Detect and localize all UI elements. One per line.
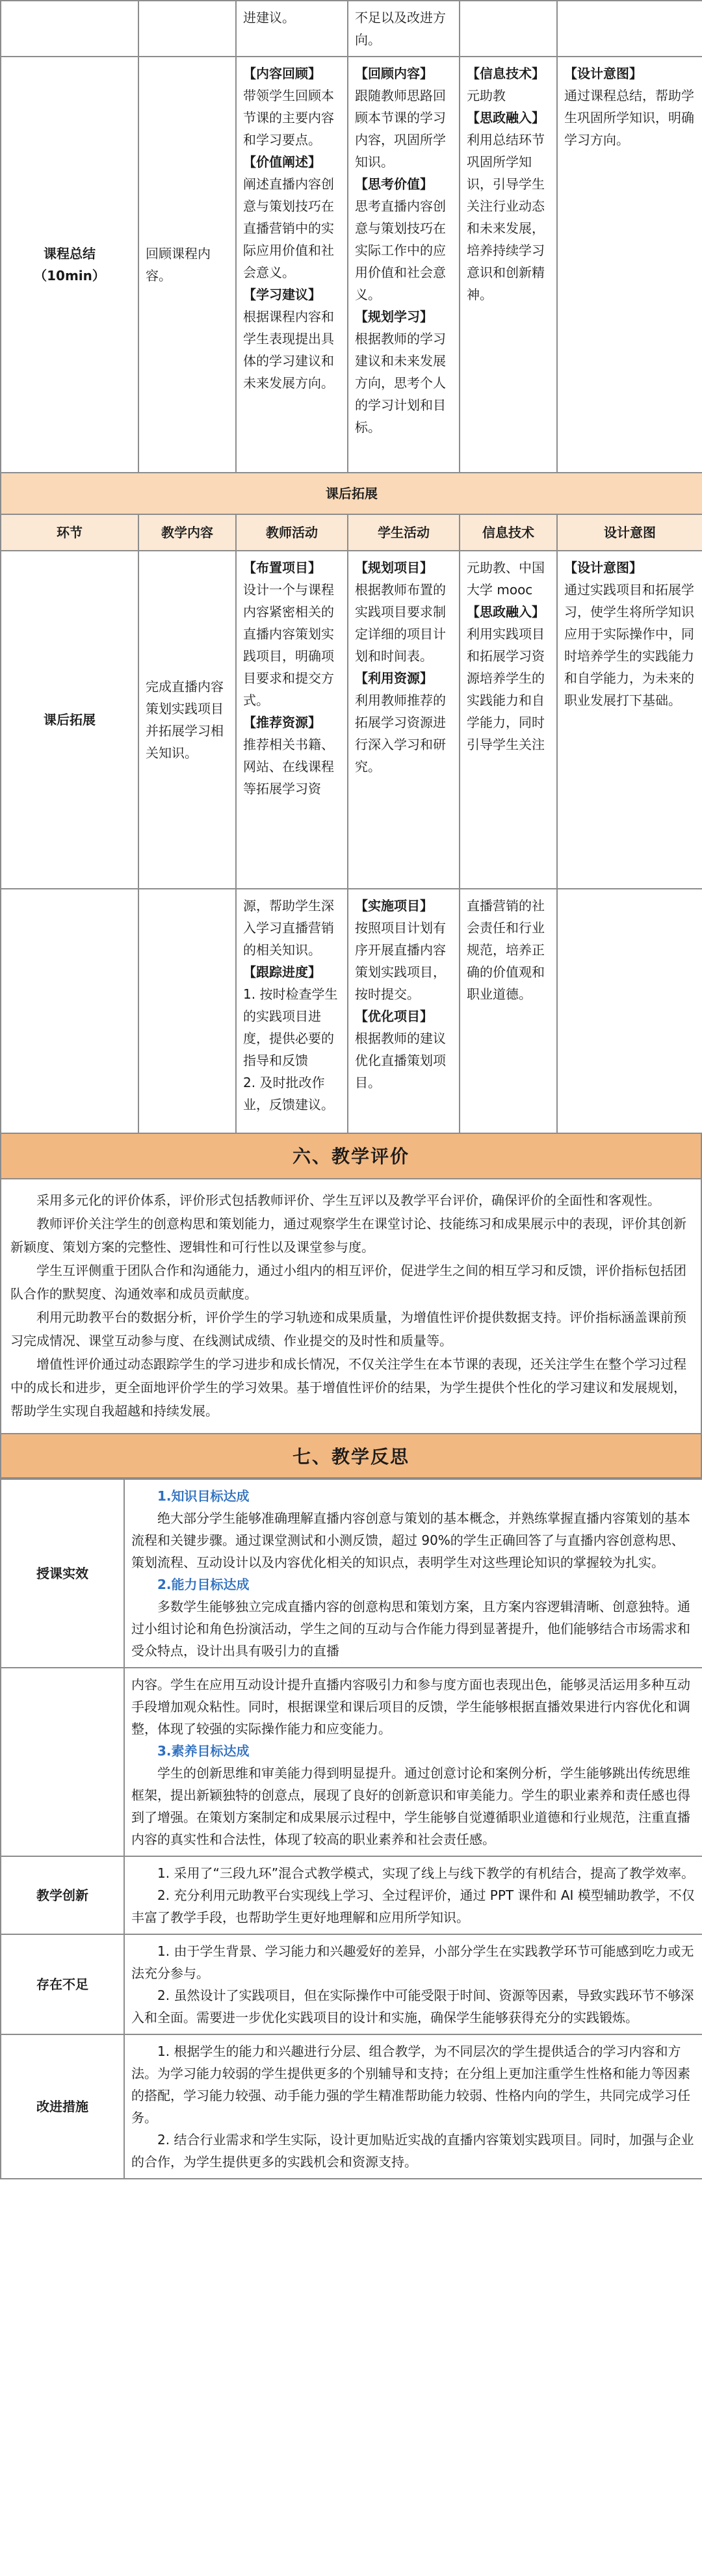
col-header-teacher: 教师活动 [236,514,348,551]
evaluation-paragraph: 学生互评侧重于团队合作和沟通能力，通过小组内的相互评价，促进学生之间的相互学习和反馈，评价指标包括团队合作的默契度、沟通效率和成员贡献度。 [10,1263,686,1302]
reflection-label: 改进措施 [1,2034,124,2179]
tag: 【价值阐述】 [243,154,321,170]
design-cell-empty [557,889,702,1133]
reflection-item: 1. 根据学生的能力和兴趣进行分层、组合教学，为不同层次的学生提供适合的学习内容和方法。为学习能力较弱的学生提供更多的个别辅导和支持；在分组上更加注重学生性格和能力等因素的搭配，学习能力较强、动手能力强的学生精准帮助能力较弱、性格内向的学生，共同完成学习任务。 [131,2044,690,2125]
reflection-content [124,1479,702,1668]
tag: 【学习建议】 [243,287,321,302]
col-header-tech: 信息技术 [460,514,557,551]
tag: 【思政融入】 [467,110,545,125]
reflection-row-innovation [1,1856,702,1934]
stage-cell-empty [1,889,138,1133]
stage-time: （10min） [34,268,105,283]
reflection-label-empty [1,1668,124,1856]
reflection-label: 存在不足 [1,1934,124,2034]
after-class-band: 课后拓展 [1,473,702,514]
tag: 【设计意图】 [564,66,642,81]
reflection-label: 教学创新 [1,1856,124,1934]
design-cell: 【设计意图】 通过课程总结，帮助学生巩固所学知识，明确学习方向。 [557,57,702,473]
tag: 【信息技术】 [467,66,545,81]
tag: 【设计意图】 [564,560,642,575]
tag: 【优化项目】 [355,1008,433,1024]
content-cell: 回顾课程内容。 [138,57,236,473]
tag: 【回顾内容】 [355,66,433,81]
evaluation-paragraph: 采用多元化的评价体系，评价形式包括教师评价、学生互评以及教学平台评价，确保评价的全面性和客观性。 [36,1192,660,1208]
sub-heading: 2.能力目标达成 [157,1577,250,1592]
after-class-row-a [1,551,702,889]
student-activity-cell: 【规划项目】 根据教师布置的实践项目要求制定详细的项目计划和时间表。 【利用资源】 利用教师推荐的拓展学习资源进行深入学习和研究。 [348,551,460,889]
reflection-item: 1. 由于学生背景、学习能力和兴趣爱好的差异，小部分学生在实践教学环节可能感到吃力或无法充分参与。 [131,1943,694,1981]
tag: 【布置项目】 [243,560,321,575]
student-cell: 不足以及改进方向。 [348,1,460,57]
evaluation-paragraph: 利用元助教平台的数据分析，评价学生的学习轨迹和成果质量，为增值性评价提供数据支持。评价指标涵盖课前预习完成情况、课堂互动参与度、在线测试成绩、作业提交的及时性和质量等。 [10,1309,686,1348]
reflection-item: 2. 虽然设计了实践项目，但在实际操作中可能受限于时间、资源等因素，导致实践环节不够深入和全面。需要进一步优化实践项目的设计和实施，确保学生能够获得充分的实践锻炼。 [131,1988,694,2025]
reflection-item: 2. 充分利用元助教平台实现线上学习、全过程评价，通过 PPT 课件和 AI 模型辅助教学，不仅丰富了教学手段，也帮助学生更好地理解和应用所学知识。 [131,1887,695,1925]
stage-title: 课程总结 [44,246,96,261]
tech-cell: 直播营销的社会责任和行业规范，培养正确的价值观和职业道德。 [460,889,557,1133]
tech-cell-empty [460,1,557,57]
col-header-design: 设计意图 [557,514,702,551]
reflection-row-effect-b [1,1668,702,1856]
stage-cell: 课后拓展 [1,551,138,889]
tag: 【思政融入】 [467,604,545,620]
tag: 【跟踪进度】 [243,964,321,980]
reflection-content [124,1856,702,1934]
after-class-row-b [1,889,702,1133]
teacher-cell: 进建议。 [236,1,348,57]
reflection-row-effect-a [1,1479,702,1668]
evaluation-paragraph: 增值性评价通过动态跟踪学生的学习进步和成长情况，不仅关注学生在本节课的表现，还关注学生在整个学习过程中的成长和进步，更全面地评价学生的学习效果。基于增值性评价的结果，为学生提供个性化的学习建议和发展规划，帮助学生实现自我超越和持续发展。 [10,1356,686,1419]
reflection-paragraph: 学生的创新思维和审美能力得到明显提升。通过创意讨论和案例分析，学生能够跳出传统思维框架，提出新颖独特的创意点，展现了良好的创新意识和审美能力。学生的职业素养和责任感也得到了增强。在策划方案制定和成果展示过程中，学生能够自觉遵循职业道德和行业规范，注重直播内容的真实性和合法性，体现了较高的职业素养和社会责任感。 [131,1765,690,1847]
student-activity-cell: 【回顾内容】 跟随教师思路回顾本节课的学习内容，巩固所学知识。 【思考价值】 思考直播内容创意与策划技巧在实际工作中的应用价值和社会意义。 【规划学习】 根据教师的学习建议和未来发展方向，思考个人的学习计划和目标。 [348,57,460,473]
summary-row [1,57,702,473]
reflection-label: 授课实效 [1,1479,124,1668]
content-cell-empty [138,889,236,1133]
design-cell-empty [557,1,702,57]
evaluation-text [0,1179,702,1433]
stage-cell-empty [1,1,138,57]
col-header-content: 教学内容 [138,514,236,551]
teacher-activity-cell: 源，帮助学生深入学习直播营销的相关知识。 【跟踪进度】 1. 按时检查学生的实践项目进度，提供必要的指导和反馈 2. 及时批改作业，反馈建议。 [236,889,348,1133]
evaluation-title: 六、教学评价 [0,1134,702,1179]
sub-heading: 1.知识目标达成 [157,1488,250,1504]
after-class-band-row [1,473,702,514]
reflection-item: 2. 结合行业需求和学生实际，设计更加贴近实战的直播内容策划实践项目。同时，加强与企业的合作，为学生提供更多的实践机会和资源支持。 [131,2132,694,2170]
tag: 【实施项目】 [355,898,433,913]
content-cell: 完成直播内容策划实践项目并拓展学习相关知识。 [138,551,236,889]
reflection-content [124,2034,702,2179]
tag: 【规划学习】 [355,309,433,324]
stage-cell [1,57,138,473]
reflection-paragraph: 绝大部分学生能够准确理解直播内容创意与策划的基本概念，并熟练掌握直播内容策划的基本流程和关键步骤。通过课堂测试和小测反馈，超过 90%的学生正确回答了与直播内容创意构思、策划流程、互动设计以及内容优化相关的知识点，表明学生对这些理论知识的掌握较为扎实。 [131,1510,690,1570]
reflection-row-shortcomings [1,1934,702,2034]
teacher-activity-cell: 【布置项目】 设计一个与课程内容紧密相关的直播内容策划实践项目，明确项目要求和提交方式。 【推荐资源】 推荐相关书籍、网站、在线课程等拓展学习资 [236,551,348,889]
reflection-content [124,1934,702,2034]
reflection-item: 1. 采用了“三段九环”混合式教学模式，实现了线上与线下教学的有机结合，提高了教学效率。 [157,1865,695,1881]
col-header-stage: 环节 [1,514,138,551]
reflection-content [124,1668,702,1856]
reflection-title: 七、教学反思 [0,1433,702,1479]
tech-cell: 【信息技术】 元助教 【思政融入】 利用总结环节巩固所学知识，引导学生关注行业动态和未来发展，培养持续学习意识和创新精神。 [460,57,557,473]
teacher-activity-cell: 【内容回顾】 带领学生回顾本节课的主要内容和学习要点。 【价值阐述】 阐述直播内容创意与策划技巧在直播营销中的实际应用价值和社会意义。 【学习建议】 根据课程内容和学生表现提出具体的学习建议和未来发展方向。 [236,57,348,473]
col-header-student: 学生活动 [348,514,460,551]
tag: 【内容回顾】 [243,66,321,81]
content-cell-empty [138,1,236,57]
student-activity-cell: 【实施项目】 按照项目计划有序开展直播内容策划实践项目，按时提交。 【优化项目】 根据教师的建议优化直播策划项目。 [348,889,460,1133]
reflection-row-improvements [1,2034,702,2179]
reflection-paragraph: 多数学生能够独立完成直播内容的创意构思和策划方案，且方案内容逻辑清晰、创意独特。通过小组讨论和角色扮演活动，学生之间的互动与合作能力得到显著提升，他们能够结合市场需求和受众特点，设计出具有吸引力的直播 [131,1599,690,1659]
continuation-row [1,1,702,57]
lesson-plan-table [0,0,702,1134]
tech-cell: 元助教、中国大学 mooc 【思政融入】 利用实践项目和拓展学习资源培养学生的实践能力和自学能力，同时引导学生关注 [460,551,557,889]
reflection-paragraph: 内容。学生在应用互动设计提升直播内容吸引力和参与度方面也表现出色，能够灵活运用多种互动手段增加观众粘性。同时，根据课堂和课后项目的反馈，学生能够根据直播效果进行内容优化和调整，体现了较强的实际操作能力和应变能力。 [131,1677,690,1737]
reflection-table [0,1479,702,2179]
tag: 【推荐资源】 [243,715,321,730]
tag: 【利用资源】 [355,670,433,686]
column-header-row [1,514,702,551]
tag: 【思考价值】 [355,176,433,192]
sub-heading: 3.素养目标达成 [157,1743,250,1759]
evaluation-paragraph: 教师评价关注学生的创意构思和策划能力，通过观察学生在课堂讨论、技能练习和成果展示中的表现，评价其创新新颖度、策划方案的完整性、逻辑性和可行性以及课堂参与度。 [10,1216,686,1255]
design-cell: 【设计意图】 通过实践项目和拓展学习，使学生将所学知识应用于实际操作中，同时培养学生的实践能力和自学能力，为未来的职业发展打下基础。 [557,551,702,889]
tag: 【规划项目】 [355,560,433,575]
